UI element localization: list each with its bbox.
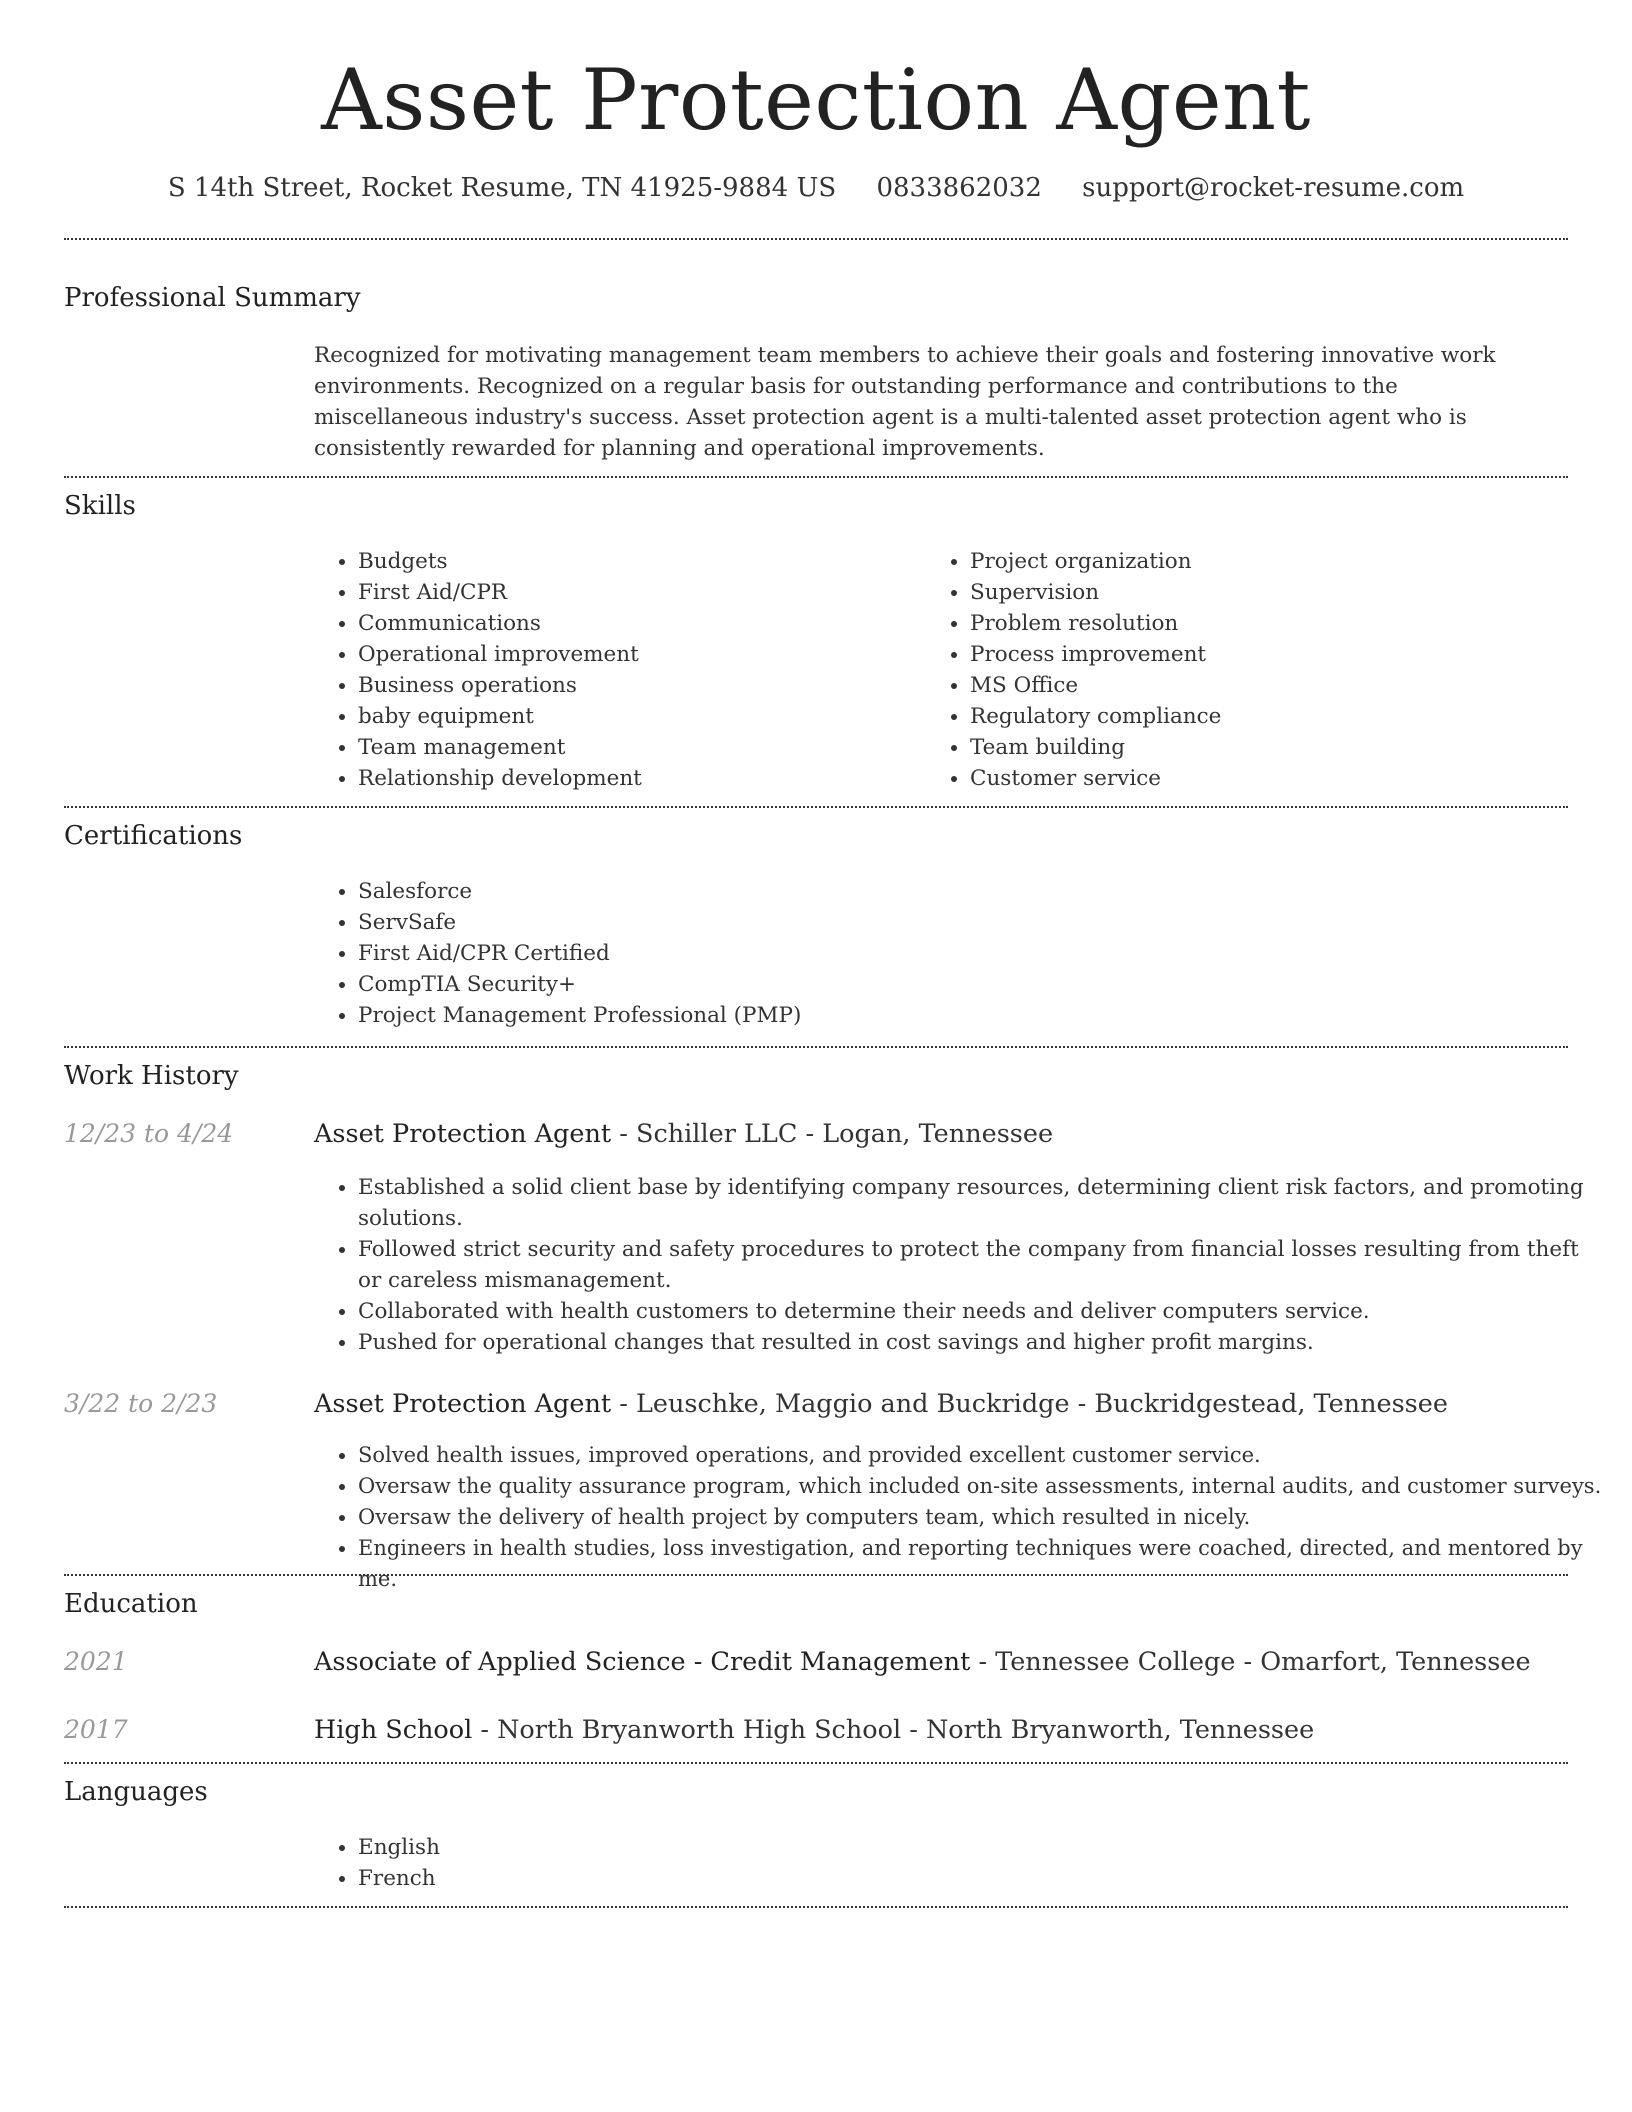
divider — [64, 476, 1568, 478]
contact-line — [0, 170, 1632, 206]
job-bullet: • Established a solid client base by identifying company resources, determining client risk factors, and promoting solutions. — [358, 1172, 1604, 1234]
skill-item: • baby equipment — [358, 701, 918, 732]
resume-name: Asset Protection Agent — [321, 51, 1311, 149]
education-degree: Associate of Applied Science - Credit Management — [314, 1647, 971, 1677]
education-heading: High School - North Bryanworth High School - North Bryanworth, Tennessee — [314, 1715, 1315, 1745]
job-bullet: • Solved health issues, improved operations, and provided excellent customer service. — [358, 1440, 1608, 1471]
divider — [64, 1046, 1568, 1048]
skills-list-left — [314, 546, 918, 794]
job-bullet: • Pushed for operational changes that resulted in cost savings and higher profit margins. — [358, 1327, 1604, 1358]
skill-item: • MS Office — [970, 670, 1530, 701]
job-employer: Leuschke, Maggio and Buckridge - Buckridgestead, Tennessee — [635, 1389, 1448, 1419]
summary-text: Recognized for motivating management team members to achieve their goals and fostering innovative work environments. Recognized on a regular basis for outstanding performance and contributions to the miscellaneous industry's success. Asset protection agent is a multi-talented asset protection agent who is consistently rewarded for planning and operational improvements. — [314, 343, 1496, 461]
job-heading: Asset Protection Agent - Leuschke, Maggio and Buckridge - Buckridgestead, Tennessee — [314, 1389, 1448, 1419]
job-bullet: • Oversaw the quality assurance program, which included on-site assessments, internal audits, and customer surveys. — [358, 1471, 1608, 1502]
divider — [64, 1762, 1568, 1764]
skill-item: • Budgets — [358, 546, 918, 577]
skills-list-right — [926, 546, 1530, 794]
job-bullets — [314, 1440, 1608, 1595]
certification-item: • CompTIA Security+ — [358, 969, 1558, 1000]
education-degree: High School — [314, 1715, 473, 1745]
education-heading: Associate of Applied Science - Credit Management - Tennessee College - Omarfort, Tennessee — [314, 1647, 1531, 1677]
section-title-education: Education — [64, 1589, 198, 1619]
section-title-summary: Professional Summary — [64, 283, 361, 313]
contact-address: S 14th Street, Rocket Resume, TN 41925-9884 US — [167, 173, 837, 203]
skill-item: • Communications — [358, 608, 918, 639]
job-bullets — [314, 1172, 1604, 1358]
language-item: • English — [358, 1832, 958, 1863]
languages-list — [314, 1832, 958, 1894]
skill-item: • Regulatory compliance — [970, 701, 1530, 732]
certifications-list — [314, 876, 1558, 1031]
skill-item: • Problem resolution — [970, 608, 1530, 639]
section-title-certifications: Certifications — [64, 821, 243, 851]
section-title-work-history: Work History — [64, 1061, 239, 1091]
skill-item: • Team building — [970, 732, 1530, 763]
contact-email: support@rocket-resume.com — [1082, 173, 1465, 203]
job-bullet: • Engineers in health studies, loss investigation, and reporting techniques were coached, directed, and mentored by me. — [358, 1533, 1608, 1595]
job-dates: 12/23 to 4/24 — [64, 1119, 234, 1148]
certification-item: • First Aid/CPR Certified — [358, 938, 1558, 969]
skill-item: • Team management — [358, 732, 918, 763]
education-school: Tennessee College - Omarfort, Tennessee — [995, 1647, 1531, 1677]
skill-item: • Project organization — [970, 546, 1530, 577]
skill-item: • Customer service — [970, 763, 1530, 794]
skill-item: • Operational improvement — [358, 639, 918, 670]
job-bullet: • Collaborated with health customers to determine their needs and deliver computers service. — [358, 1296, 1604, 1327]
contact-phone: 0833862032 — [876, 173, 1042, 203]
language-item: • French — [358, 1863, 958, 1894]
certification-item: • Salesforce — [358, 876, 1558, 907]
skill-item: • Business operations — [358, 670, 918, 701]
job-dates: 3/22 to 2/23 — [64, 1389, 218, 1418]
skill-item: • Process improvement — [970, 639, 1530, 670]
skill-item: • First Aid/CPR — [358, 577, 918, 608]
education-year: 2017 — [64, 1715, 128, 1744]
certification-item: • ServSafe — [358, 907, 1558, 938]
job-heading: Asset Protection Agent - Schiller LLC - Logan, Tennessee — [314, 1119, 1054, 1149]
skill-item: • Supervision — [970, 577, 1530, 608]
job-bullet: • Followed strict security and safety procedures to protect the company from financial losses resulting from theft or careless mismanagement. — [358, 1234, 1604, 1296]
section-title-languages: Languages — [64, 1777, 208, 1807]
section-title-skills: Skills — [64, 491, 136, 521]
education-school: North Bryanworth High School - North Bryanworth, Tennessee — [497, 1715, 1315, 1745]
divider — [64, 1574, 1568, 1576]
job-bullet: • Oversaw the delivery of health project by computers team, which resulted in nicely. — [358, 1502, 1608, 1533]
divider — [64, 806, 1568, 808]
job-role: Asset Protection Agent — [314, 1119, 612, 1149]
skill-item: • Relationship development — [358, 763, 918, 794]
divider — [64, 1906, 1568, 1908]
job-employer: Schiller LLC - Logan, Tennessee — [635, 1119, 1054, 1149]
education-year: 2021 — [64, 1647, 128, 1676]
certification-item: • Project Management Professional (PMP) — [358, 1000, 1558, 1031]
divider — [64, 238, 1568, 240]
job-role: Asset Protection Agent — [314, 1389, 612, 1419]
